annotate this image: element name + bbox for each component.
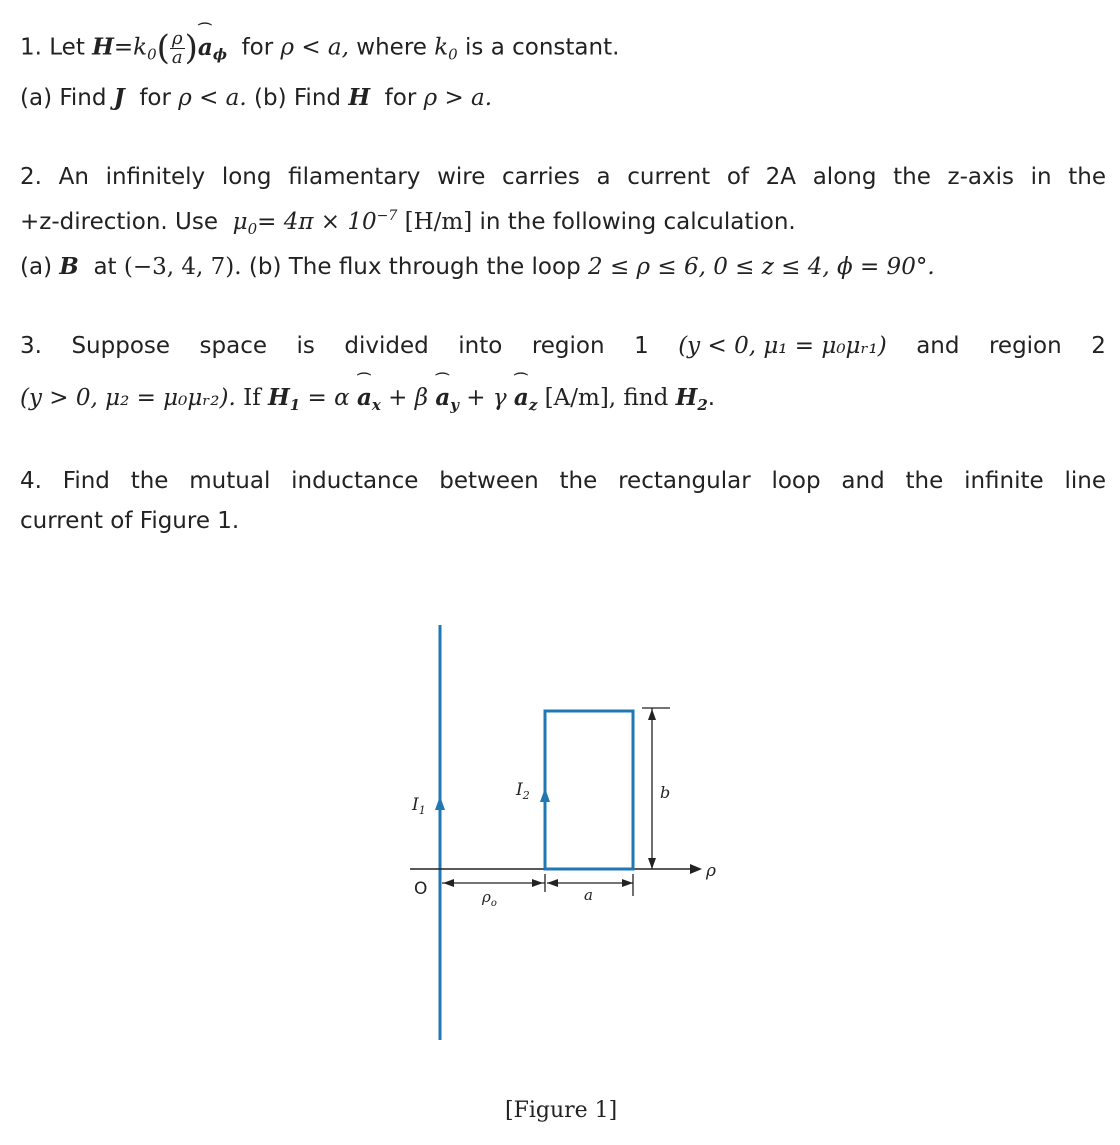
- h-symbol: H: [348, 84, 371, 111]
- b-symbol: B: [59, 253, 79, 280]
- problem-1-statement: [20, 28, 619, 68]
- word: 2: [1091, 333, 1106, 359]
- close-paren: ): [184, 28, 198, 68]
- h-symbol: H: [92, 33, 114, 61]
- a-arrow-left: [547, 879, 558, 887]
- open-paren: (: [156, 28, 170, 68]
- mu0-value: = 4π × 10: [257, 209, 377, 235]
- text: for: [139, 85, 171, 111]
- text: Let: [49, 34, 85, 61]
- figure-1-diagram: [330, 610, 750, 1050]
- h2-subscript: 2: [697, 396, 708, 414]
- k-subscript: 0: [147, 45, 157, 64]
- part-b-label: (b) The flux through the loop: [248, 254, 581, 280]
- problem-2-line-2: [20, 208, 796, 238]
- loop-bounds: 2 ≤ ρ ≤ 6, 0 ≤ z ≤ 4, ϕ = 90°.: [588, 254, 935, 280]
- problem-4-line-1: 4. Find the mutual inductance between the rectangular loop and the infinite line: [20, 468, 1106, 494]
- text: for: [241, 34, 274, 61]
- text: find: [623, 385, 669, 411]
- phi-subscript: ϕ: [212, 45, 227, 64]
- j-symbol: J: [113, 84, 125, 111]
- problem-4-line-2: current of Figure 1.: [20, 508, 240, 534]
- text: +z-direction. Use: [20, 209, 219, 235]
- word: region: [988, 333, 1062, 359]
- a-arrow-right: [622, 879, 633, 887]
- fraction-denominator: a: [171, 46, 183, 68]
- word: 1: [634, 333, 649, 359]
- problem-2-line-1: 2. An infinitely long filamentary wire carries a current of 2A along the z-axis in the: [20, 164, 1106, 190]
- fraction-numerator: ρ: [170, 30, 185, 49]
- text: If: [243, 385, 261, 411]
- ax-unit-vector: ⌒ a: [357, 384, 372, 411]
- problem-1-parts: [20, 84, 492, 111]
- word: divided: [344, 333, 429, 359]
- alpha-term: = α: [307, 385, 350, 411]
- condition: ρ < a,: [280, 34, 349, 61]
- gamma-term: + γ: [466, 385, 507, 411]
- rho0-label: $\rho_o$: [482, 888, 497, 909]
- az-unit-vector: ⌒ a: [514, 384, 529, 411]
- mu-subscript: 0: [247, 220, 258, 238]
- text: where: [356, 34, 427, 61]
- word: Suppose: [71, 333, 171, 359]
- condition: ρ > a.: [423, 85, 493, 111]
- word: space: [199, 333, 268, 359]
- problem-3-line-2: [20, 384, 715, 414]
- k-symbol: k: [133, 34, 148, 61]
- region-1-condition: (y < 0, μ₁ = μ₀μᵣ₁): [678, 333, 887, 359]
- problem-number: 1.: [20, 34, 42, 61]
- i1-arrow-head: [435, 796, 445, 810]
- problem-2-line-3: [20, 253, 935, 280]
- rho0-arrow-left: [443, 879, 454, 887]
- origin-label: O: [414, 879, 428, 899]
- i2-arrow-head: [540, 788, 550, 802]
- beta-term: + β: [388, 385, 429, 411]
- h2-symbol: H: [675, 384, 698, 411]
- i2-label: $I_2$: [516, 780, 530, 802]
- text: at: [93, 254, 117, 280]
- b-arrow-down: [648, 858, 656, 869]
- h1-symbol: H: [268, 384, 290, 411]
- ay-unit-vector: ⌒ a: [435, 384, 450, 411]
- rho-axis-label: ρ: [706, 861, 716, 881]
- part-a-label: (a) Find: [20, 85, 107, 111]
- point-coordinates: (−3, 4, 7).: [123, 254, 242, 280]
- text: is a constant.: [465, 34, 620, 61]
- word: into: [458, 333, 503, 359]
- k-subscript: 0: [448, 45, 458, 64]
- unit: [A/m],: [544, 385, 617, 411]
- problem-3-line-1: [20, 333, 1106, 359]
- region-2-condition: (y > 0, μ₂ = μ₀μᵣ₂).: [20, 385, 236, 411]
- equals: =: [113, 34, 134, 61]
- y-subscript: y: [450, 396, 459, 414]
- word: is: [296, 333, 315, 359]
- part-b-label: (b) Find: [254, 85, 341, 111]
- a-phi-unit-vector: ⌒ a: [198, 34, 213, 61]
- rho0-arrow-right: [532, 879, 543, 887]
- k-symbol: k: [434, 34, 449, 61]
- period: .: [707, 385, 716, 411]
- word: and: [916, 333, 960, 359]
- x-subscript: x: [371, 396, 381, 414]
- figure-caption: [Figure 1]: [505, 1098, 618, 1123]
- a-label: a: [584, 886, 593, 904]
- unit: [H/m]: [404, 209, 473, 235]
- i1-label: $I_1$: [412, 795, 426, 817]
- text: for: [384, 85, 417, 111]
- exponent: −7: [376, 208, 398, 224]
- h1-subscript: 1: [289, 396, 301, 414]
- text: in the following calculation.: [479, 209, 796, 235]
- rho-over-a-fraction: [170, 27, 185, 68]
- rectangular-loop: [545, 711, 633, 869]
- b-arrow-up: [648, 709, 656, 720]
- condition: ρ < a.: [178, 85, 247, 111]
- z-subscript: z: [528, 396, 538, 414]
- part-a-label: (a): [20, 254, 53, 280]
- problem-number: 3.: [20, 333, 42, 359]
- rho-axis-arrowhead: [690, 864, 702, 874]
- word: region: [531, 333, 605, 359]
- b-label: b: [660, 783, 671, 802]
- mu-symbol: μ: [232, 209, 248, 235]
